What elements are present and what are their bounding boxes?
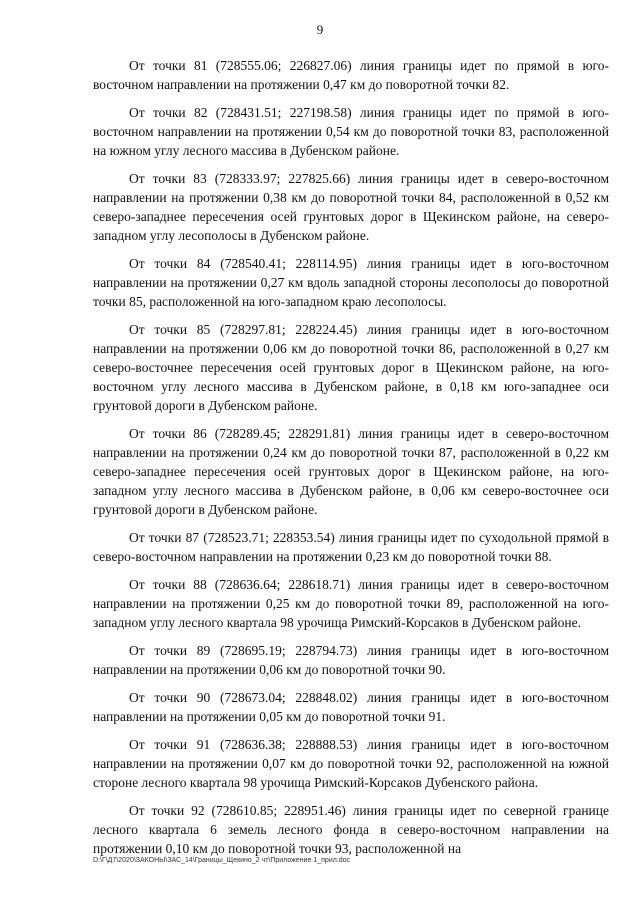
paragraph-point-81: От точки 81 (728555.06; 226827.06) линия границы идет по прямой в юго-восточном направлении на протяжении 0,47 км до поворотной точки 82.	[93, 58, 609, 92]
paragraph-point-88: От точки 88 (728636.64; 228618.71) линия границы идет в северо-восточном направлении на протяжении 0,25 км до поворотной точки 89, расположенной на юго-западном углу лесного квартала 98 урочища Римский-Корсаков в Дубенском районе.	[93, 577, 609, 630]
paragraph-point-85: От точки 85 (728297.81; 228224.45) линия границы идет в юго-восточном направлении на протяжении 0,06 км до поворотной точки 86, расположенной в 0,27 км северо-восточнее пересечения осей грунтовых дорог в Щекинском районе, на юго-восточном углу лесного массива в Дубенском районе, в 0,18 км юго-западнее оси грунтовой дороги в Дубенском районе.	[93, 322, 609, 413]
footer-file-path: D:\Г\Д7\2020\ЗАКОНЫ\ЗАС_14\Границы_Щекино_2 чт\Приложение 1_прил.doc	[93, 857, 351, 864]
paragraph-point-92: От точки 92 (728610.85; 228951.46) линия границы идет по северной границе лесного квартала 6 земель лесного фонда в северо-восточном направлении на протяжении 0,10 км до поворотной точки 93, расположенной на	[93, 803, 609, 856]
paragraph-point-90: От точки 90 (728673.04; 228848.02) линия границы идет в юго-восточном направлении на протяжении 0,05 км до поворотной точки 91.	[93, 690, 609, 724]
paragraph-point-87: От точки 87 (728523.71; 228353.54) линия границы идет по суходольной прямой в северо-восточном направлении на протяжении 0,23 км до поворотной точки 88.	[93, 530, 609, 564]
paragraph-point-89: От точки 89 (728695.19; 228794.73) линия границы идет в юго-восточном направлении на протяжении 0,06 км до поворотной точки 90.	[93, 643, 609, 677]
document-body	[93, 56, 609, 867]
paragraph-point-82: От точки 82 (728431.51; 227198.58) линия границы идет по прямой в юго-восточном направлении на протяжении 0,54 км до поворотной точки 83, расположенной на южном углу лесного массива в Дубенском районе.	[93, 105, 609, 158]
paragraph-point-84: От точки 84 (728540.41; 228114.95) линия границы идет в юго-восточном направлении на протяжении 0,27 км вдоль западной стороны лесополосы до поворотной точки 85, расположенной на юго-западном краю лесополосы.	[93, 256, 609, 309]
paragraph-point-83: От точки 83 (728333.97; 227825.66) линия границы идет в северо-восточном направлении на протяжении 0,38 км до поворотной точки 84, расположенной в 0,52 км северо-западнее пересечения осей грунтовых дорог в Щекинском районе, на северо-западном углу лесополосы в Дубенском районе.	[93, 171, 609, 243]
paragraph-point-86: От точки 86 (728289.45; 228291.81) линия границы идет в северо-восточном направлении на протяжении 0,24 км до поворотной точки 87, расположенной в 0,22 км северо-западнее пересечения осей грунтовых дорог в Щекинском районе, на юго-западном углу лесного массива в Дубенском районе, в 0,06 км северо-восточнее оси грунтовой дороги в Дубенском районе.	[93, 426, 609, 517]
page-number: 9	[316, 22, 324, 37]
paragraph-point-91: От точки 91 (728636.38; 228888.53) линия границы идет в юго-восточном направлении на протяжении 0,07 км до поворотной точки 92, расположенной на южной стороне лесного квартала 98 урочища Римский-Корсаков Дубенского района.	[93, 737, 609, 790]
